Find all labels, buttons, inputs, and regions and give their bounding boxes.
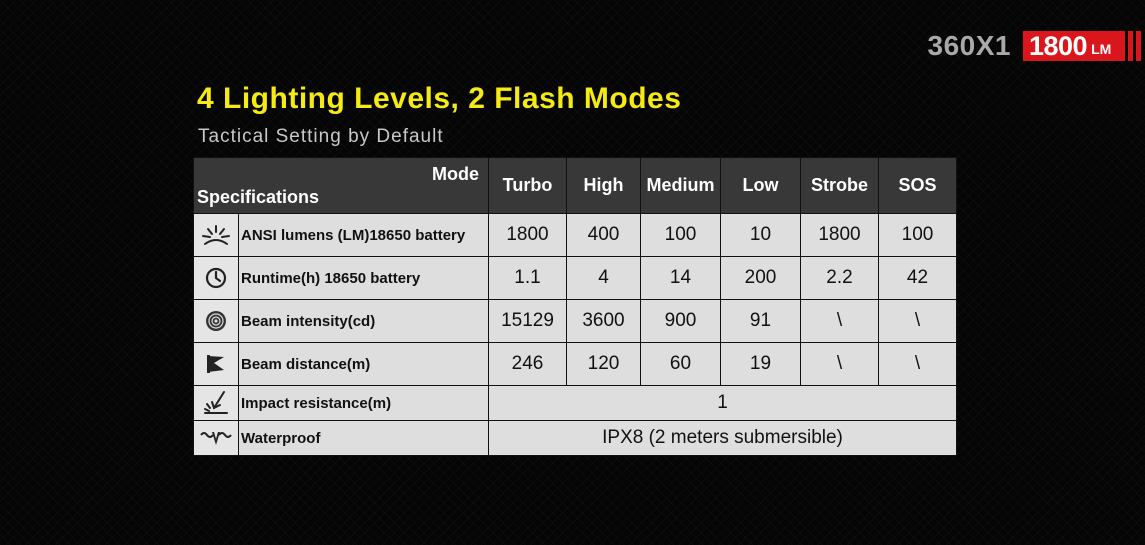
- cell-value: 19: [721, 343, 801, 386]
- row-icon-cell: [194, 386, 239, 421]
- row-icon-cell: [194, 214, 239, 257]
- cell-value: 900: [641, 300, 721, 343]
- cell-value: 246: [489, 343, 567, 386]
- cell-value: \: [879, 343, 957, 386]
- cell-value: 100: [879, 214, 957, 257]
- brand-bar: [1136, 31, 1141, 61]
- page-subtitle: Tactical Setting by Default: [198, 126, 444, 147]
- cell-value: 14: [641, 257, 721, 300]
- cell-value: \: [879, 300, 957, 343]
- header-mode-label: Mode: [432, 164, 479, 184]
- row-icon-cell: [194, 257, 239, 300]
- header-corner-cell: [194, 158, 489, 214]
- cell-value: 1800: [801, 214, 879, 257]
- table-row: [194, 343, 957, 386]
- row-label: ANSI lumens (LM)18650 battery: [239, 214, 489, 257]
- cell-value: 200: [721, 257, 801, 300]
- brand-unit: LM: [1091, 41, 1112, 57]
- cell-value: 1.1: [489, 257, 567, 300]
- clock-icon: [204, 266, 228, 290]
- specs-table: [193, 157, 957, 456]
- cell-value: 60: [641, 343, 721, 386]
- brand-model: 360X1: [927, 30, 1011, 61]
- brand-lumens: 1800: [1029, 30, 1088, 61]
- table-row: [194, 214, 957, 257]
- column-header-low: Low: [721, 158, 801, 214]
- column-header-turbo: Turbo: [489, 158, 567, 214]
- cell-value: 42: [879, 257, 957, 300]
- brand-lumens-box: [1023, 31, 1125, 61]
- cell-value: 3600: [567, 300, 641, 343]
- row-label: Waterproof: [239, 421, 489, 456]
- page-title: 4 Lighting Levels, 2 Flash Modes: [197, 82, 682, 115]
- row-icon-cell: [194, 421, 239, 456]
- cell-value: 1800: [489, 214, 567, 257]
- row-label: Beam intensity(cd): [239, 300, 489, 343]
- cell-value: 120: [567, 343, 641, 386]
- header-spec-label: Specifications: [197, 187, 320, 207]
- cell-value: 100: [641, 214, 721, 257]
- wave-icon: [199, 427, 233, 449]
- cell-value: 15129: [489, 300, 567, 343]
- cell-value: 10: [721, 214, 801, 257]
- cell-value: \: [801, 300, 879, 343]
- cell-value: 2.2: [801, 257, 879, 300]
- impact-icon: [202, 390, 230, 416]
- brand-bar: [1128, 31, 1133, 61]
- table-row: [194, 300, 957, 343]
- row-label: Runtime(h) 18650 battery: [239, 257, 489, 300]
- cell-value: 4: [567, 257, 641, 300]
- brand-badge: [928, 30, 1145, 62]
- target-icon: [204, 309, 228, 333]
- row-label: Beam distance(m): [239, 343, 489, 386]
- flag-icon: [204, 353, 228, 375]
- row-icon-cell: [194, 300, 239, 343]
- row-icon-cell: [194, 343, 239, 386]
- cell-value: \: [801, 343, 879, 386]
- column-header-strobe: Strobe: [801, 158, 879, 214]
- burst-icon: [201, 224, 231, 246]
- table-row: [194, 257, 957, 300]
- column-header-high: High: [567, 158, 641, 214]
- column-header-medium: Medium: [641, 158, 721, 214]
- row-label: Impact resistance(m): [239, 386, 489, 421]
- table-header-row: [194, 158, 957, 214]
- table-row: [194, 386, 957, 421]
- column-header-sos: SOS: [879, 158, 957, 214]
- impact-value: 1: [489, 386, 957, 421]
- cell-value: 91: [721, 300, 801, 343]
- waterproof-value: IPX8 (2 meters submersible): [489, 421, 957, 456]
- cell-value: 400: [567, 214, 641, 257]
- table-row: [194, 421, 957, 456]
